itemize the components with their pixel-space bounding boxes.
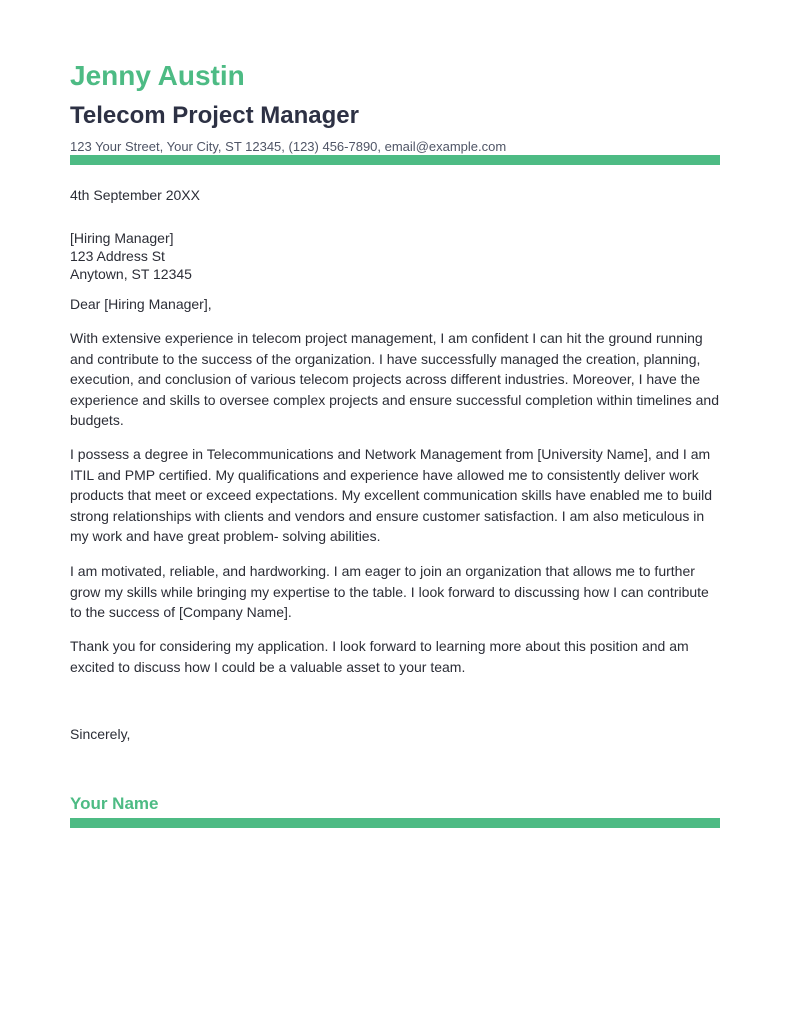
recipient-address-line-1: 123 Address St	[70, 248, 165, 264]
recipient-address-line-2: Anytown, ST 12345	[70, 266, 192, 282]
body-paragraph-2	[70, 444, 720, 547]
footer-divider	[70, 818, 720, 828]
recipient-block	[70, 229, 720, 283]
body-paragraph-1	[70, 328, 720, 431]
signature-name: Your Name	[70, 794, 159, 813]
applicant-name: Jenny Austin	[70, 60, 245, 91]
paragraph-text: Thank you for considering my application. I look forward to learning more about this position and am excited to discuss how I could be a valuable asset to your team.	[70, 638, 689, 675]
body-paragraph-4	[70, 636, 720, 677]
paragraph-text: With extensive experience in telecom project management, I am confident I can hit the ground running and contribute to the success of the organization. I have successfully managed the creation, planning, execution, and conclusion of various telecom projects across different industries. Moreover, I have the experience and skills to oversee complex projects and ensure successful completion within timelines and budgets.	[70, 330, 719, 429]
paragraph-text: I am motivated, reliable, and hardworking. I am eager to join an organization that allows me to further grow my skills while bringing my expertise to the table. I look forward to discussing how I can contribute to the success of [Company Name].	[70, 563, 709, 621]
body-paragraph-3	[70, 561, 720, 623]
header-divider	[70, 155, 720, 165]
recipient-name: [Hiring Manager]	[70, 230, 174, 246]
greeting: Dear [Hiring Manager],	[70, 296, 212, 312]
letter-date: 4th September 20XX	[70, 187, 200, 203]
closing: Sincerely,	[70, 726, 131, 742]
job-title: Telecom Project Manager	[70, 102, 359, 129]
contact-info: 123 Your Street, Your City, ST 12345, (123) 456-7890, email@example.com	[70, 139, 507, 154]
paragraph-text: I possess a degree in Telecommunications and Network Management from [University Name], and I am ITIL and PMP certified. My qualifications and experience have allowed me to consistently deliver work products that meet or exceed expectations. My excellent communication skills have enabled me to build strong relationships with clients and vendors and ensure customer satisfaction. I am also meticulous in my work and have great problem- solving abilities.	[70, 446, 713, 545]
